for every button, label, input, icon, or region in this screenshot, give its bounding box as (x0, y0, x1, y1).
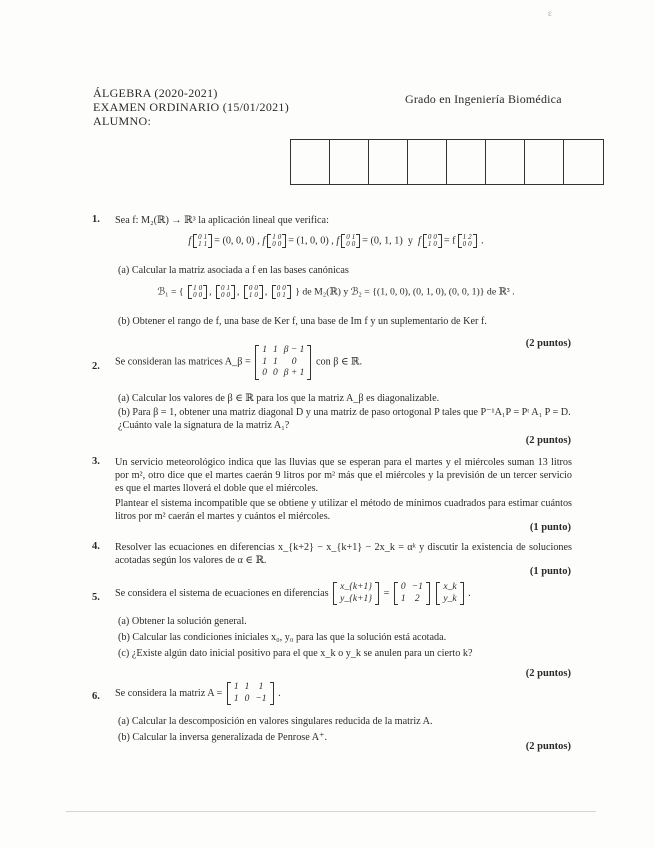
matrix-entry: 0 (351, 240, 356, 248)
exam-title: EXAMEN ORDINARIO (15/01/2021) (93, 100, 290, 114)
matrix-entry: 0 (468, 240, 472, 248)
matrix-entry: β + 1 (283, 368, 305, 378)
q5-part-a: (a) Obtener la solución general. (118, 616, 247, 627)
matrix-entry: 0 (346, 233, 350, 241)
matrix (458, 234, 477, 248)
matrix-entry: 0 (277, 240, 282, 248)
matrix-entry: 0 (272, 240, 276, 248)
q1-part-b: (b) Obtener el rango de f, una base de Ker f, una base de Im f y un suplementario de Ker f. (118, 316, 487, 327)
q2-intro: Se consideran las matrices A_β = 1 1 β − 1 1 1 0 0 0 β + 1 con β ∈ ℝ. (115, 345, 363, 378)
matrix (227, 682, 274, 705)
q5-points: (2 puntos) (525, 668, 571, 679)
q1-points: (2 puntos) (525, 338, 571, 349)
corner-mark: ε (548, 8, 552, 18)
matrix-entry: 1 (273, 356, 278, 367)
matrix-entry: 0 (273, 368, 278, 378)
q6-part-b: (b) Calcular la inversa generalizada de Penrose A⁺. (118, 732, 328, 743)
matrix-entry: 0 (193, 291, 197, 299)
matrix-entry: 0 (254, 284, 258, 292)
matrix-entry: 0 (276, 284, 281, 292)
q6-part-a: (a) Calcular la descomposición en valores singulares reducida de la matriz A. (118, 716, 433, 727)
matrix-entry: y_{k+1} (340, 593, 373, 604)
matrix-entry: β − 1 (283, 345, 305, 355)
matrix-entry: 1 (258, 682, 264, 692)
matrix-entry: 1 (233, 693, 239, 704)
matrix-entry: 0 (277, 233, 282, 241)
q1-equations: f 0 1 1 1 = (0, 0, 0) , f 1 0 0 0 = (1, 0, 0) , f 0 1 0 0 = (0, 1, 1) y f 0 0 1 0 = f 1 2 0 0 . (188, 233, 484, 248)
q2-points: (2 puntos) (525, 435, 571, 446)
matrix-entry: 0 (220, 291, 225, 299)
answer-box[interactable] (486, 140, 525, 184)
matrix-entry: 1 (198, 240, 202, 248)
matrix-entry: 1 (400, 593, 406, 604)
q4-paragraph: Resolver las ecuaciones en diferencias x_{k+2} − x_{k+1} − 2x_k = αᵏ y discutir la existencia de soluciones acotadas según los valores de α ∈ ℝ. (115, 542, 572, 566)
answer-box[interactable] (408, 140, 447, 184)
matrix (244, 285, 263, 299)
matrix-entry: 0 (248, 284, 253, 292)
matrix-entry: 0 (400, 582, 406, 592)
matrix (267, 234, 286, 248)
question-number: 1. (92, 214, 100, 225)
answer-box[interactable] (447, 140, 486, 184)
question-number: 2. (92, 361, 100, 372)
answer-box[interactable] (291, 140, 330, 184)
q1-intro: Sea f: M₂(ℝ) → ℝ³ la aplicación lineal que verifica: (115, 215, 329, 226)
matrix-entry: 0 (262, 368, 267, 378)
answer-box[interactable] (330, 140, 369, 184)
matrix-entry: −1 (411, 582, 423, 592)
matrix-entry: 0 (198, 291, 203, 299)
matrix (341, 234, 360, 248)
matrix-entry: 0 (226, 291, 230, 299)
matrix-entry: x_{k+1} (340, 582, 373, 592)
matrix-entry: 0 (220, 284, 225, 292)
answer-boxes (290, 139, 604, 185)
matrix (333, 582, 379, 605)
matrix-entry: x_k (443, 582, 457, 592)
q2-part-a: (a) Calcular los valores de β ∈ ℝ para los que la matriz A_β es diagonalizable. (118, 393, 440, 404)
matrix (193, 234, 212, 248)
matrix-entry: 0 (291, 356, 297, 367)
matrix-entry: 1 (203, 233, 208, 241)
q5-part-c: (c) ¿Existe algún dato inicial positivo para el que x_k o y_k se anulen para un cierto k? (118, 648, 473, 659)
course-title: ÁLGEBRA (2020-2021) (93, 86, 218, 100)
matrix-entry: 1 (262, 345, 267, 355)
matrix-entry: 1 (226, 284, 230, 292)
matrix-entry: 1 (272, 233, 276, 241)
matrix-entry: 2 (468, 233, 472, 241)
matrix-entry: 0 (276, 291, 281, 299)
q2-part-b: (b) Para β = 1, obtener una matriz diagonal D y una matriz de paso ortogonal P tales que P⁻¹A₁P = Pᵗ A₁ P = D. ¿Cuánto vale la signatura de la matriz A₁? (118, 407, 571, 431)
degree-title: Grado en Ingeniería Biomédica (405, 92, 562, 106)
q5-part-b: (b) Calcular las condiciones iniciales x₀, y₀ para las que la solución está acotada. (118, 632, 447, 643)
matrix-entry: 1 (273, 345, 278, 355)
answer-box[interactable] (564, 140, 603, 184)
matrix-entry: 1 (262, 356, 267, 367)
matrix-entry: 2 (414, 593, 420, 604)
matrix-entry: 1 (427, 240, 432, 248)
matrix-entry: 0 (433, 240, 437, 248)
matrix-entry: 0 (254, 291, 258, 299)
q3-paragraph-1: Un servicio meteorológico indica que las lluvias que se esperan para el martes y el miércoles suman 13 litros por m², otro dice que el martes caerán 9 litros por m² más que el miércoles y la previsión de un tercer servicio es que el martes lloverá el doble que el miércoles. (115, 457, 572, 494)
matrix (436, 582, 463, 605)
q4-points: (1 punto) (529, 566, 571, 577)
matrix-entry: 1 (351, 233, 356, 241)
matrix-entry: 0 (198, 284, 203, 292)
matrix-entry: 1 (462, 233, 467, 241)
matrix-entry: 1 (248, 291, 253, 299)
matrix (394, 582, 430, 605)
matrix-entry: 1 (282, 291, 286, 299)
answer-box[interactable] (369, 140, 408, 184)
matrix-entry: 0 (462, 240, 467, 248)
matrix (188, 285, 207, 299)
matrix (272, 285, 291, 299)
q1-bases: ℬ₁ = { 1 0 0 0 , 0 1 0 0 , 0 0 1 0 , 0 0 0 1 } de M₂(ℝ) y ℬ₂ = {(1, 0, 0), (0, 1, 0), (0, 0, 1)} de ℝ³ . (157, 284, 515, 299)
question-number: 3. (92, 456, 100, 467)
matrix-entry: −1 (255, 693, 267, 704)
question-number: 5. (92, 592, 100, 603)
question-number: 4. (92, 541, 100, 552)
matrix-entry: 0 (427, 233, 432, 241)
q3-points: (1 punto) (529, 522, 571, 533)
q5-intro: Se considera el sistema de ecuaciones en diferencias x_{k+1} y_{k+1} = 0 −1 1 2 x_k y_k . (115, 582, 471, 604)
q6-points: (2 puntos) (525, 741, 571, 752)
matrix-entry: 0 (198, 233, 202, 241)
matrix-entry: 1 (233, 682, 239, 692)
exam-header (93, 86, 289, 128)
matrix-entry: 0 (346, 240, 350, 248)
matrix-entry: 0 (244, 693, 250, 704)
q6-intro: Se considera la matriz A = 1 1 1 1 0 −1 . (115, 682, 281, 704)
matrix-entry: y_k (443, 593, 457, 604)
answer-box[interactable] (525, 140, 564, 184)
question-number: 6. (92, 691, 100, 702)
q3-paragraph-2: Plantear el sistema incompatible que se obtiene y utilizar el método de mínimos cuadrados para estimar cuántos litros por m² caerán el martes y cuántos el miércoles. (115, 498, 572, 522)
student-label: ALUMNO: (93, 114, 152, 128)
matrix-entry: 1 (193, 284, 197, 292)
matrix-entry: 0 (433, 233, 437, 241)
matrix (216, 285, 235, 299)
matrix-entry: 0 (282, 284, 286, 292)
matrix-entry: 1 (203, 240, 208, 248)
matrix-entry: 1 (244, 682, 250, 692)
matrix (423, 234, 442, 248)
matrix (255, 345, 311, 380)
bottom-rule (66, 811, 596, 812)
q1-part-a: (a) Calcular la matriz asociada a f en las bases canónicas (118, 265, 349, 276)
